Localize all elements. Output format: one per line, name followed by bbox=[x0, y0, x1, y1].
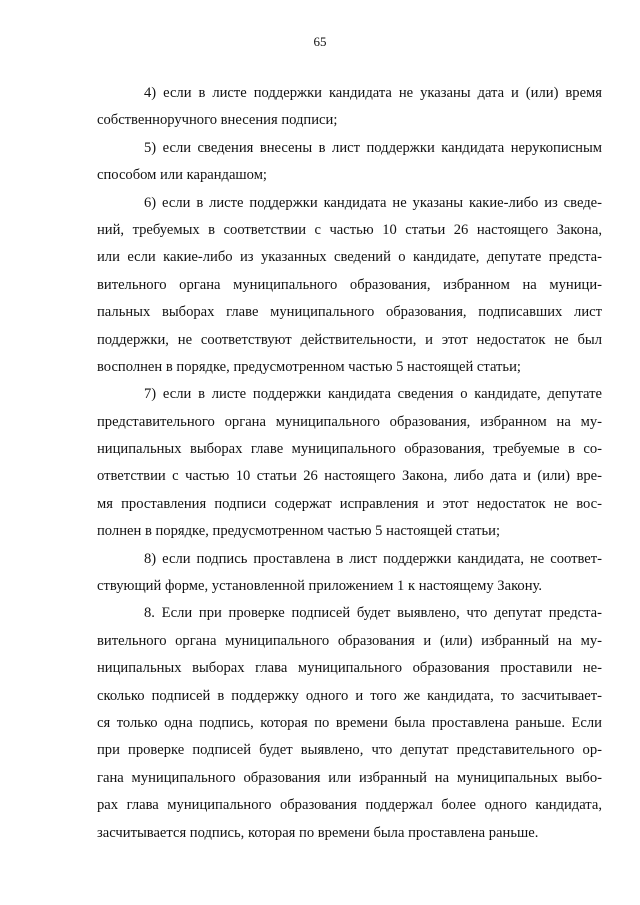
text-line: вительного органа муниципального образования, избранном на муници- bbox=[97, 276, 602, 293]
text-line: при проверке подписей будет выявлено, что депутат представительного ор- bbox=[97, 742, 602, 759]
text-line: 8) если подпись проставлена в лист поддержки кандидата, не соответ- bbox=[144, 550, 602, 567]
text-line: рах глава муниципального образования поддержал более одного кандидата, bbox=[97, 797, 602, 814]
text-line: сколько подписей в поддержку одного и того же кандидата, то засчитывает- bbox=[97, 687, 602, 704]
text-line: вительного органа муниципального образования и (или) избранный на му- bbox=[97, 632, 602, 649]
text-line: 5) если сведения внесены в лист поддержки кандидата нерукописным bbox=[144, 139, 602, 156]
text-line: засчитывается подпись, которая по времени была проставлена раньше. bbox=[97, 824, 539, 841]
text-line: 6) если в листе поддержки кандидата не указаны какие-либо из сведе- bbox=[144, 194, 602, 211]
text-line: 4) если в листе поддержки кандидата не указаны дата и (или) время bbox=[144, 85, 602, 101]
paragraph-p4 bbox=[97, 80, 602, 135]
paragraph-p7 bbox=[97, 381, 602, 545]
text-line: ниципальных выборах главе муниципального образования, требуемые в со- bbox=[97, 441, 602, 458]
text-line: мя проставления подписи содержат исправления и этот недостаток не вос- bbox=[97, 495, 602, 512]
text-line: ся только одна подпись, которая по времени была проставлена раньше. Если bbox=[97, 714, 602, 731]
text-line: собственноручного внесения подписи; bbox=[97, 112, 338, 129]
paragraph-p5 bbox=[97, 135, 602, 190]
text-line: 7) если в листе поддержки кандидата сведения о кандидате, депутате bbox=[144, 386, 602, 403]
text-line: 8. Если при проверке подписей будет выявлено, что депутат предста- bbox=[144, 605, 602, 622]
text-line: ответствии с частью 10 статьи 26 настоящего Закона, либо дата и (или) вре- bbox=[97, 468, 602, 485]
paragraph-item8 bbox=[97, 600, 602, 847]
document-body bbox=[97, 80, 602, 847]
text-line: полнен в порядке, предусмотренном частью 5 настоящей статьи; bbox=[97, 523, 501, 540]
text-line: поддержки, не соответствуют действительности, и этот недостаток не был bbox=[97, 331, 602, 348]
text-line: пальных выборах главе муниципального образования, подписавших лист bbox=[97, 304, 602, 321]
text-line: восполнен в порядке, предусмотренном частью 5 настоящей статьи; bbox=[97, 358, 521, 375]
page-number: 65 bbox=[313, 34, 327, 49]
paragraph-p6 bbox=[97, 190, 602, 382]
paragraph-p8 bbox=[97, 546, 602, 601]
text-line: ниципальных выборах глава муниципального образования проставили не- bbox=[97, 660, 602, 677]
text-line: представительного органа муниципального образования, избранном на му- bbox=[97, 413, 602, 430]
text-line: гана муниципального образования или избранный на муниципальных выбо- bbox=[97, 769, 602, 786]
text-line: или если какие-либо из указанных сведений о кандидате, депутате предста- bbox=[97, 249, 602, 266]
text-line: ний, требуемых в соответствии с частью 10 статьи 26 настоящего Закона, bbox=[97, 221, 602, 238]
text-line: ствующий форме, установленной приложением 1 к настоящему Закону. bbox=[97, 578, 543, 595]
text-line: способом или карандашом; bbox=[97, 167, 267, 184]
